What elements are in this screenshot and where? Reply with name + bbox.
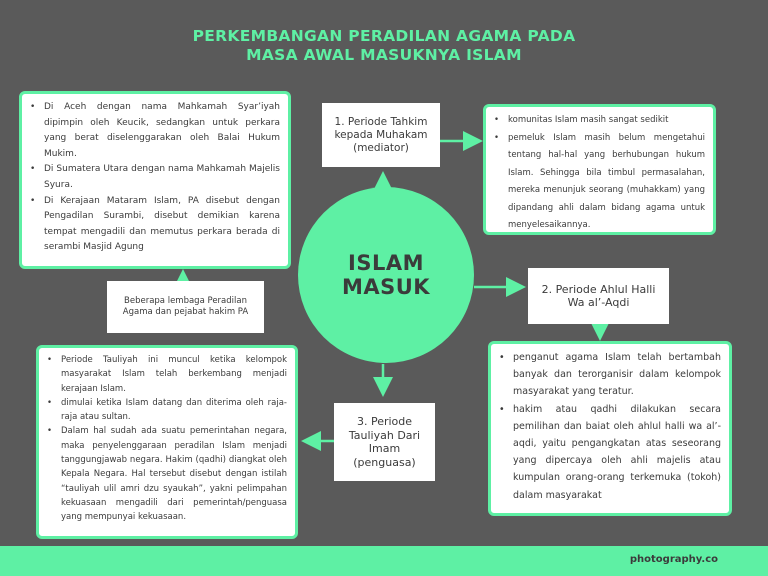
period-tauliyah-label [334,403,435,481]
period-tahkim-text: 1. Periode Tahkim kepada Muhakam (mediator) [334,115,428,154]
islam-masuk-circle [298,187,474,363]
lembaga-point: • Di Aceh dengan nama Mahkamah Syar’iyah dipimpin oleh Keucik, sedangkan untuk perkara yang berat diselenggarakan oleh Balai Hukum Mukim. [30,100,280,162]
lembaga-label [107,281,264,333]
lembaga-point: • Di Sumatera Utara dengan nama Mahkamah Majelis Syura. [30,162,280,193]
ahlul-point: • hakim atau qadhi dilakukan secara pemilihan dan baiat oleh ahlul halli wa al’-aqdi, yaitu pengangkatan atas seseorang yang dipercaya oleh ahli majelis atau kumpulan orang-orang terkemuka (tokoh) dalam masyarakat [499,401,721,504]
tauliyah-point: • Dalam hal sudah ada suatu pemerintahan negara, maka penyelenggaraan peradilan Islam menjadi tanggungjawab negara. Hakim (qadhi) diangkat oleh Kepala Negara. Hal tersebut disebut dengan istilah “tauliyah ulil amri dzu syaukah”, yakni pelimpahan kekuasaan mengadili dari pemerintah/penguasa yang mempunyai kekuasaan. [47,424,287,524]
lembaga-points-box [19,91,291,269]
credit-text: photography.co [629,554,718,565]
lembaga-text: Beberapa lembaga Peradilan Agama dan pejabat hakim PA [122,295,249,317]
tauliyah-point: • Periode Tauliyah ini muncul ketika kelompok masyarakat Islam telah berkembang menjadi kerajaan Islam. [47,353,287,396]
title-line-2: MASA AWAL MASUKNYA ISLAM [246,46,522,64]
ahlul-points-box [488,341,732,516]
period-tahkim-label [322,103,440,167]
tauliyah-point: • dimulai ketika Islam datang dan diterima oleh raja-raja atau sultan. [47,396,287,425]
footer-bar [0,546,768,576]
ahlul-point: • penganut agama Islam telah bertambah banyak dan terorganisir dalam kelompok masyarakat yang teratur. [499,349,721,401]
period-ahlul-text: 2. Periode Ahlul Halli Wa al’-Aqdi [541,283,656,309]
tahkim-point: • komunitas Islam masih sangat sedikit [494,112,705,130]
tauliyah-points-box [36,345,298,539]
period-ahlul-label [528,268,669,324]
circle-label: ISLAM MASUK [341,251,431,299]
title-line-1: PERKEMBANGAN PERADILAN AGAMA PADA [192,27,576,45]
period-tauliyah-text: 3. Periode Tauliyah Dari Imam (penguasa) [348,415,421,469]
lembaga-point: • Di Kerajaan Mataram Islam, PA disebut dengan Pengadilan Surambi, disebut demikian karena tempat mengadili dan memutus perkara berada di serambi Masjid Agung [30,194,280,256]
tahkim-point: • pemeluk Islam masih belum mengetahui tentang hal-hal yang berhubungan hukum Islam. Sehingga bila timbul permasalahan, mereka menunjuk seorang (muhakkam) yang dipandang ahli dalam bidang agama untuk menyelesaikannya. [494,130,705,235]
tahkim-points-box [483,104,716,235]
